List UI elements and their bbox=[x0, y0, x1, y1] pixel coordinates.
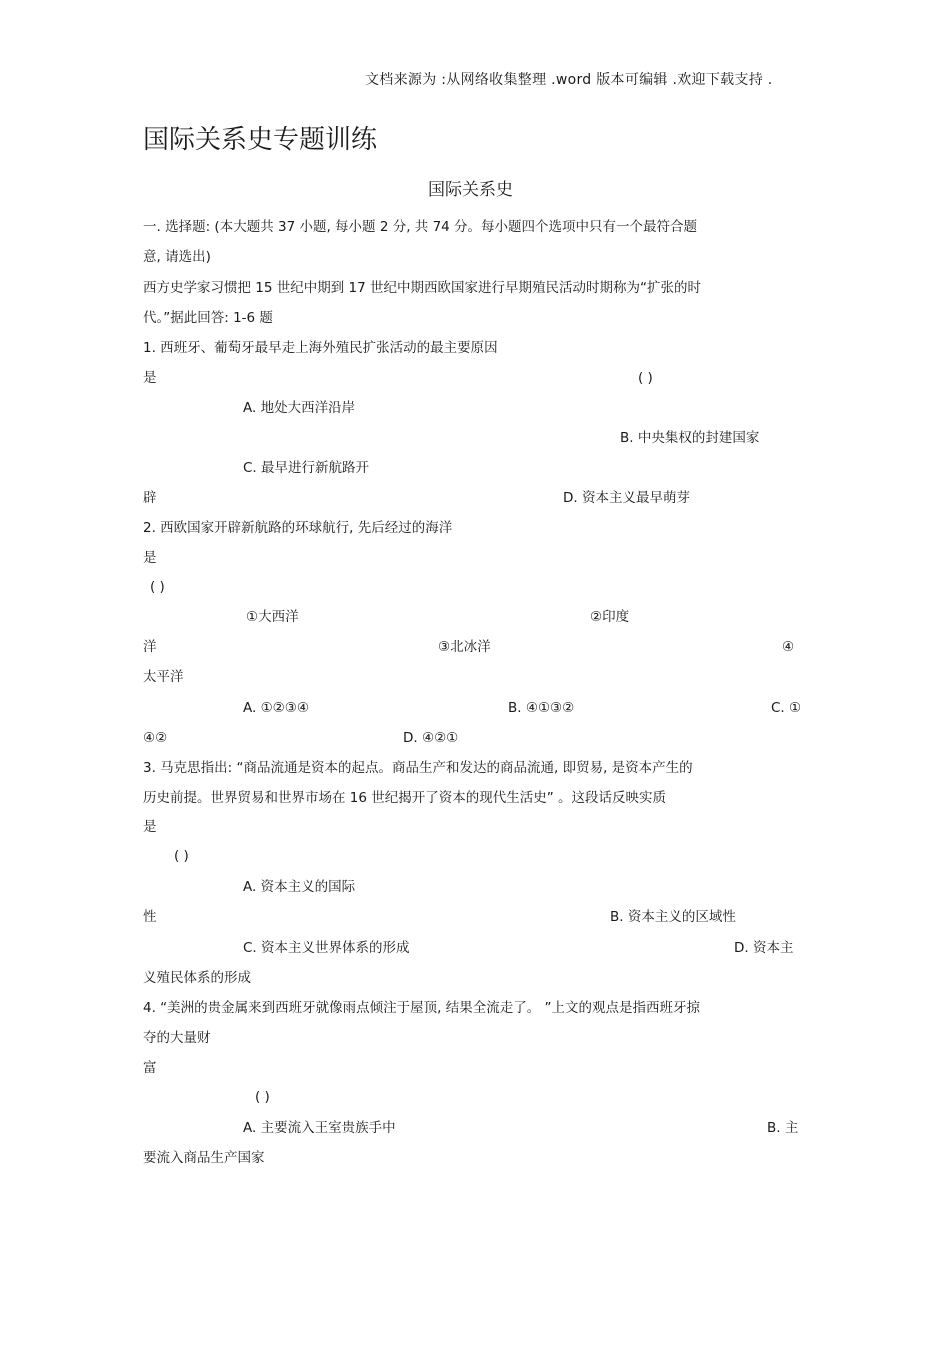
q3-option-c: C. 资本主义世界体系的形成 bbox=[243, 940, 410, 956]
q2-option-c: C. ① bbox=[771, 700, 802, 716]
document-subtitle: 国际关系史 bbox=[428, 180, 513, 200]
q3-option-a-cont: 性 bbox=[143, 909, 157, 925]
section-heading-line1: 一. 选择题: (本大题共 37 小题, 每小题 2 分, 共 74 分。每小题四个选项中只有一个最符合题 bbox=[143, 219, 698, 235]
q4-option-b: B. 主 bbox=[767, 1120, 799, 1136]
q2-item-3: ③北冰洋 bbox=[438, 639, 491, 655]
page-header: 文档来源为 :从网络收集整理 .word 版本可编辑 .欢迎下载支持 . bbox=[365, 72, 773, 88]
q1-option-d: D. 资本主义最早萌芽 bbox=[563, 490, 690, 506]
q1-option-c-cont: 辟 bbox=[143, 490, 157, 506]
q3-stem-line2: 历史前提。世界贸易和世界市场在 16 世纪揭开了资本的现代生活史” 。这段话反映实质 bbox=[143, 790, 667, 806]
document-title: 国际关系史专题训练 bbox=[143, 125, 378, 155]
q3-stem-line3: 是 bbox=[143, 819, 157, 835]
q1-stem-line1: 1. 西班牙、葡萄牙最早走上海外殖民扩张活动的最主要原因 bbox=[143, 340, 498, 356]
q2-option-a: A. ①②③④ bbox=[243, 700, 309, 716]
q4-stem-line3: 富 bbox=[143, 1060, 157, 1076]
q1-stem-line2: 是 bbox=[143, 370, 157, 386]
q2-option-c-cont: ④② bbox=[143, 730, 168, 746]
intro-line1: 西方史学家习惯把 15 世纪中期到 17 世纪中期西欧国家进行早期殖民活动时期称为“扩张的时 bbox=[143, 280, 702, 296]
q3-option-d-cont: 义殖民体系的形成 bbox=[143, 970, 251, 986]
q2-stem-line2: 是 bbox=[143, 550, 157, 566]
q4-option-a: A. 主要流入王室贵族手中 bbox=[243, 1120, 396, 1136]
q2-item-2: ②印度 bbox=[590, 609, 630, 625]
q1-option-a: A. 地处大西洋沿岸 bbox=[243, 400, 356, 416]
q1-answer-bracket: ( ) bbox=[638, 370, 653, 386]
q3-option-d: D. 资本主 bbox=[734, 940, 794, 956]
intro-line2: 代。”据此回答: 1-6 题 bbox=[143, 310, 273, 326]
q2-answer-bracket: ( ) bbox=[150, 579, 165, 595]
q4-answer-bracket: ( ) bbox=[255, 1089, 270, 1105]
q3-option-b: B. 资本主义的区域性 bbox=[610, 909, 736, 925]
q4-stem-line2: 夺的大量财 bbox=[143, 1030, 211, 1046]
q2-item-4-cont: 太平洋 bbox=[143, 669, 184, 685]
q1-option-c: C. 最早进行新航路开 bbox=[243, 460, 370, 476]
q2-item-2-cont: 洋 bbox=[143, 639, 157, 655]
q2-stem-line1: 2. 西欧国家开辟新航路的环球航行, 先后经过的海洋 bbox=[143, 520, 453, 536]
section-heading-line2: 意, 请选出) bbox=[143, 249, 211, 265]
q4-option-b-cont: 要流入商品生产国家 bbox=[143, 1150, 265, 1166]
q2-option-d: D. ④②① bbox=[403, 730, 459, 746]
q3-answer-bracket: ( ) bbox=[174, 848, 189, 864]
q1-option-b: B. 中央集权的封建国家 bbox=[620, 430, 760, 446]
q4-stem-line1: 4. “美洲的贵金属来到西班牙就像雨点倾注于屋顶, 结果全流走了。 ”上文的观点是指西班牙掠 bbox=[143, 1000, 701, 1016]
q2-item-4: ④ bbox=[782, 639, 795, 655]
q3-option-a: A. 资本主义的国际 bbox=[243, 879, 356, 895]
q2-option-b: B. ④①③② bbox=[508, 700, 575, 716]
q2-item-1: ①大西洋 bbox=[246, 609, 299, 625]
q3-stem-line1: 3. 马克思指出: “商品流通是资本的起点。商品生产和发达的商品流通, 即贸易, 是资本产生的 bbox=[143, 760, 693, 776]
